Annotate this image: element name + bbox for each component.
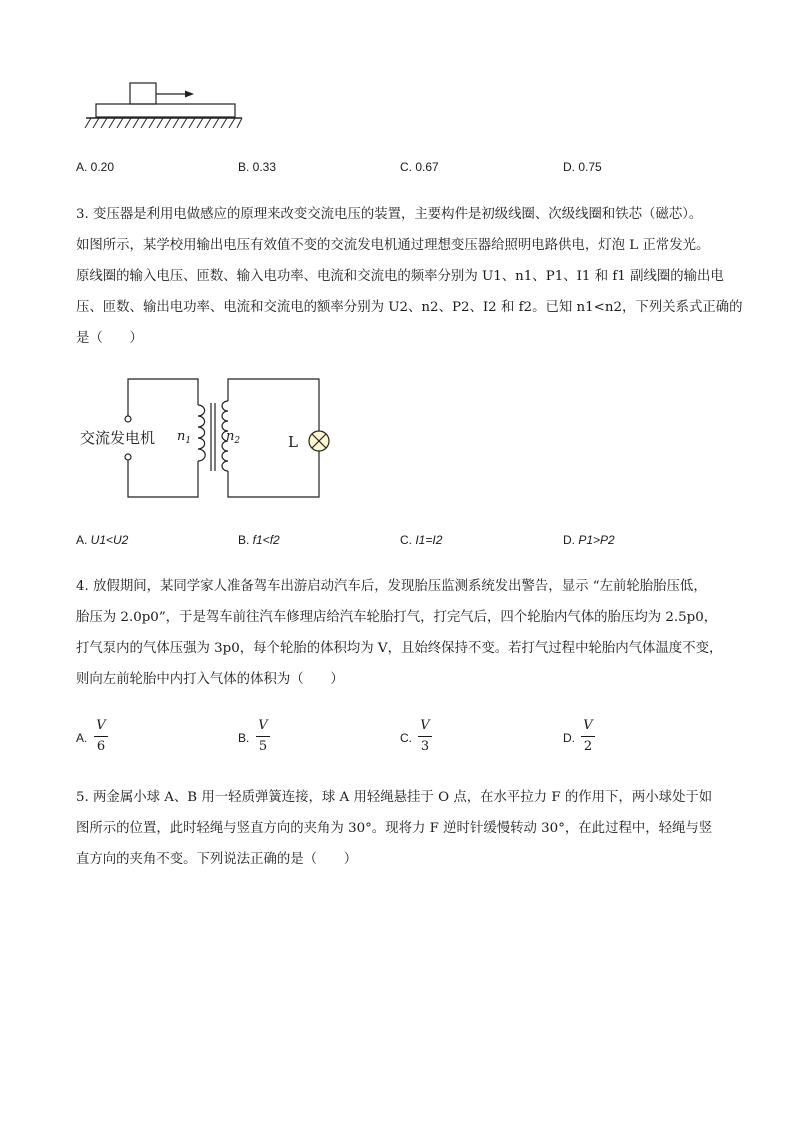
q4-option-a-fraction[interactable]: V 6	[94, 718, 108, 754]
q5-stem	[76, 782, 736, 875]
q4-stem-line: 则向左前轮胎中内打入气体的体积为（ ）	[76, 672, 344, 687]
lamp-label: L	[288, 433, 298, 451]
q4-option-b-fraction[interactable]: V 5	[256, 718, 270, 754]
q2-option-b[interactable]: B. 0.33	[238, 160, 277, 174]
q3-option-c[interactable]: C. I1=I2	[400, 533, 443, 547]
generator-label: 交流发电机	[80, 429, 156, 447]
q3-stem-line: 原线圈的输入电压、匝数、输入电功率、电流和交流电的频率分别为 U1、n1、P1、I1 和 f1 副线圈的输出电	[76, 269, 724, 284]
q3-option-a[interactable]: A. U1<U2	[76, 533, 129, 547]
arrowhead-icon	[185, 91, 194, 98]
q5-stem-line: 图所示的位置，此时轻绳与竖直方向的夹角为 30°。现将力 F 逆时针缓慢转动 30°，在此过程中，轻绳与竖	[76, 821, 713, 836]
long-board	[96, 104, 235, 117]
q3-stem-line: 压、匝数、输出电功率、电流和交流电的额率分别为 U2、n2、P2、I2 和 f2。已知 n1<n2，下列关系式正确的	[76, 300, 743, 315]
q4-stem-line: 胎压为 2.0p0”，于是驾车前往汽车修理店给汽车轮胎打气，打完气后，四个轮胎内气体的胎压均为 2.5p0，	[76, 610, 718, 625]
q2-option-d[interactable]: D. 0.75	[563, 160, 602, 174]
q3-stem-line: 3. 变压器是利用电做感应的原理来改变交流电压的装置，主要构件是初级线圈、次级线圈和铁芯（磁芯）。	[76, 207, 703, 222]
primary-coil	[198, 405, 205, 461]
q3-option-b[interactable]: B. f1<f2	[238, 533, 280, 547]
terminal-top	[125, 416, 131, 422]
q2-option-c[interactable]: C. 0.67	[400, 160, 439, 174]
q4-stem	[76, 571, 736, 695]
n1-label: $n_1$	[177, 429, 192, 446]
q3-stem	[76, 199, 743, 354]
q4-stem-line: 打气泵内的气体压强为 3p0，每个轮胎的体积均为 V，且始终保持不变。若打气过程中轮胎内气体温度不变，	[76, 641, 723, 656]
small-block	[130, 83, 156, 104]
q4-option-d-label[interactable]: D.	[563, 731, 575, 745]
q4-option-c-label[interactable]: C.	[400, 731, 412, 745]
q5-stem-line: 5. 两金属小球 A、B 用一轻质弹簧连接，球 A 用轻绳悬挂于 O 点，在水平拉力 F 的作用下，两小球处于如	[76, 790, 713, 805]
q3-stem-line: 如图所示，某学校用输出电压有效值不变的交流发电机通过理想变压器给照明电路供电，灯泡 L 正常发光。	[76, 238, 710, 253]
q4-option-b-label[interactable]: B.	[238, 731, 250, 745]
terminal-bottom	[125, 454, 131, 460]
q4-option-c-fraction[interactable]: V 3	[418, 718, 432, 754]
n2-label: $n_2$	[226, 429, 241, 446]
q5-stem-line: 直方向的夹角不变。下列说法正确的是（ ）	[76, 852, 358, 867]
q3-transformer-circuit	[78, 375, 338, 505]
q4-option-a-label[interactable]: A.	[76, 731, 88, 745]
q3-option-d[interactable]: D. P1>P2	[563, 533, 615, 547]
q2-block-figure	[82, 78, 246, 134]
q2-option-a[interactable]: A. 0.20	[76, 160, 115, 174]
q4-option-d-fraction[interactable]: V 2	[581, 718, 595, 754]
q4-stem-line: 4. 放假期间，某同学家人准备驾车出游启动汽车后，发现胎压监测系统发出警告，显示 “左前轮胎胎压低，	[76, 579, 707, 594]
ground-hatching	[85, 118, 242, 128]
q3-stem-line: 是（ ）	[76, 331, 143, 346]
